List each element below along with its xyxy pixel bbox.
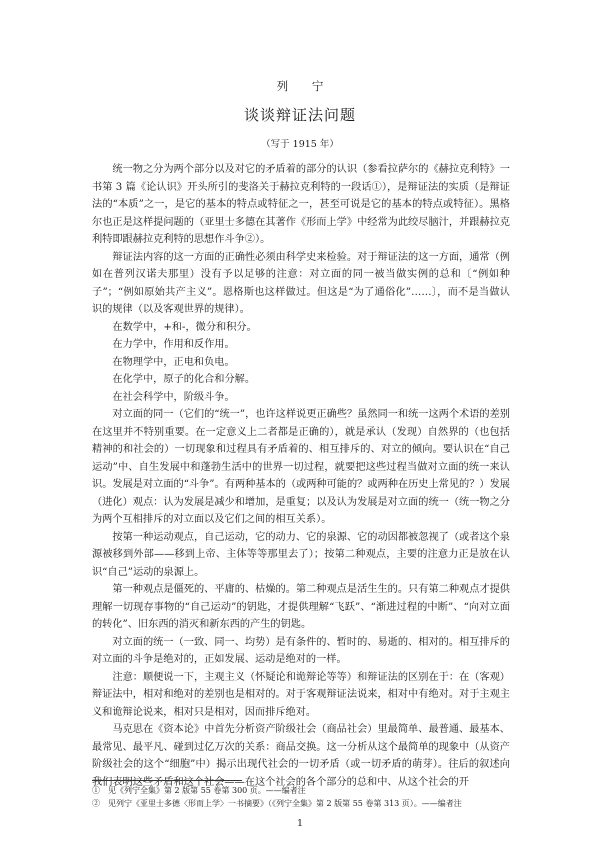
footnote: ① 见《列宁全集》第 2 版第 55 卷第 300 页。——编者注	[92, 786, 306, 795]
list-item: 在力学中，作用和反作用。	[112, 339, 235, 350]
list-item: 在化学中，原子的化合和分解。	[112, 374, 256, 385]
footnote: ② 见列宁《亚里士多德〈形而上学〉一书摘要》（《列宁全集》第 2 版第 55 卷第 313 页）。——编者注	[92, 798, 462, 808]
list-item: 在社会科学中，阶级斗争。	[112, 391, 235, 403]
paragraph: 对立面的统一（一致、同一、均势）是有条件的、暂时的、易逝的、相对的。相互排斥的对立面的斗争是绝对的，正如发展、运动是绝对的一样。	[92, 636, 510, 665]
list-item: 在数学中，+和-，微分和积分。	[112, 321, 257, 333]
paragraph: 第一种观点是僵死的、平庸的、枯燥的。第二种观点是活生生的。只有第二种观点才提供理解一切现存事物的“自己运动”的钥匙，才提供理解“飞跃”、“渐进过程的中断”、“向对立面的转化”、旧东西的消灭和新东西的产生的钥匙。	[92, 584, 510, 630]
footnote-separator	[92, 780, 242, 781]
list-item: 在物理学中，正电和负电。	[112, 356, 235, 368]
paragraph: 按第一种运动观点，自己运动，它的动力、它的泉源、它的动因都被忽视了（或者这个泉源被移到外部——移到上帝、主体等等那里去了）；按第二种观点，主要的注意力正是放在认识“自己”运动的泉源上。	[92, 531, 510, 578]
paragraph: 注意：顺便说一下，主观主义（怀疑论和诡辩论等等）和辩证法的区别在于：在（客观）辩证法中，相对和绝对的差别也是相对的。对于客观辩证法说来，相对中有绝对。对于主观主义和诡辩论说来，相对只是相对，因而排斥绝对。	[92, 671, 510, 718]
paragraph: 辩证法内容的这一方面的正确性必须由科学史来检验。对于辩证法的这一方面，通常（例如在普列汉诺夫那里）没有予以足够的注意：对立面的同一被当做实例的总和〔“例如种子”；“例如原始共产主义”。恩格斯也这样做过。但这是“为了通俗化”……〕，而不是当做认识的规律（以及客观世界的规律）。	[92, 251, 510, 315]
page-number: 1	[296, 818, 304, 829]
paragraph: 马克思在《资本论》中首先分析资产阶级社会（商品社会）里最简单、最普通、最基本、最常见、最平凡、碰到过亿万次的关系：商品交换。这一分析从这个最简单的现象中（从资产阶级社会的这个“细胞”中）揭示出现代社会的一切矛盾（或一切矛盾的萌芽）。往后的叙述向我们表明这些矛盾和这个社会——在这个社会的各个部分的总和中、从这个社会的开	[92, 724, 510, 788]
footnotes	[92, 785, 510, 810]
page-title: 谈谈辩证法问题	[243, 106, 356, 124]
body-text	[92, 161, 510, 791]
author-name: 列 宁	[276, 79, 334, 93]
paragraph: 对立面的同一（它们的“统一”，也许这样说更正确些？虽然同一和统一这两个术语的差别在这里并不特别重要。在一定意义上二者都是正确的），就是承认（发现）自然界的（也包括精神的和社会的）一切现象和过程具有矛盾着的、相互排斥的、对立的倾向。要认识在“自己运动”中、自生发展中和蓬勃生活中的世界一切过程，就要把这些过程当做对立面的统一来认识。发展是对立面的“斗争”。有两种基本的（或两种可能的？或两种在历史上常见的？）发展（进化）观点：认为发展是减少和增加，是重复；以及认为发展是对立面的统一（统一物之分为两个互相排斥的对立面以及它们之间的相互关系）。	[92, 409, 510, 525]
date-note: （写于 1915 年）	[261, 139, 339, 150]
paragraph: 统一物之分为两个部分以及对它的矛盾着的部分的认识（参看拉萨尔的《赫拉克利特》一书第 3 篇《论认识》开头所引的斐洛关于赫拉克利特的一段话①），是辩证法的实质（是辩证法的“本质”之一，是它的基本的特点或特征之一，甚至可说是它的基本的特点或特征）。黑格尔也正是这样提问题的（亚里士多德在其著作《形而上学》中经常为此绞尽脑汁，并跟赫拉克利特即跟赫拉克利特的思想作斗争②）。	[92, 164, 510, 245]
